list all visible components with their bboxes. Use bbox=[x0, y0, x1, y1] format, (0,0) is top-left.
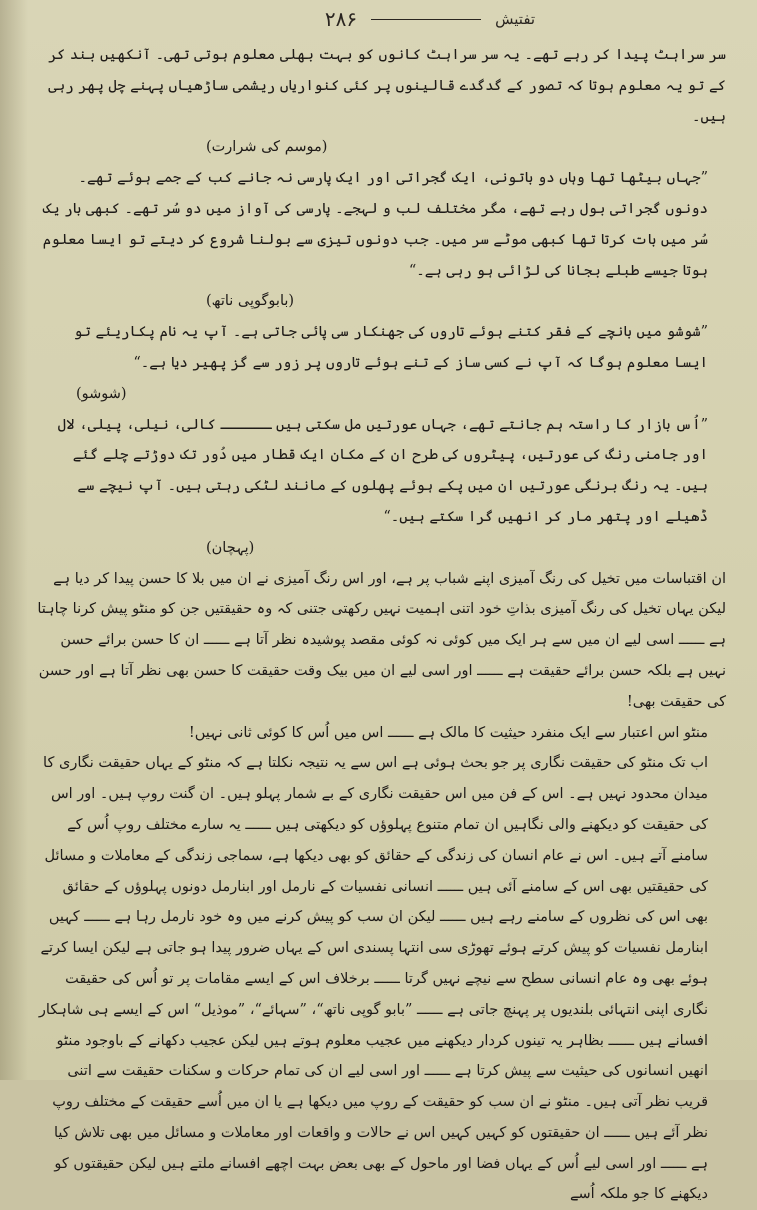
quote-paragraph-2: ”جہاں بیٹھا تھا وہاں دو باتونی، ایک گجراتی اور ایک پارسی نہ جانے کب کے جمے ہوئے تھے۔ دونوں گجراتی بول رہے تھے، مگر مختلف لب و لہجے۔ پارسی کی آواز میں دو سُر تھے۔ کبھی بار یک سُر میں بات کرتا تھا کبھی موٹے سر میں۔ جب دونوں تیزی سے بولنا شروع کر دیتے تو ایسا معلوم ہوتا جیسے طبلے بجانا کی لڑائی ہو رہی ہے۔“ bbox=[42, 170, 708, 279]
quote-source-1: (موسم کی شرارت) bbox=[206, 139, 328, 156]
body-paragraph-1: ان اقتباسات میں تخیل کی رنگ آمیزی اپنے شباب پر ہے، اور اس رنگ آمیزی نے ان میں بلا کا حسن پیدا کر دیا ہے لیکن یہاں تخیل کی رنگ آمیزی بذاتِ خود اتنی اہمیت نہیں رکھتی جتنی کہ وہ حقیقتیں جن کو منٹو پیش کرنا چاہتا ہے ــــــ اسی لیے ان میں سے ہر ایک میں کوئی نہ کوئی مقصد پوشیدہ نظر آتا ہے ــــــ ان کا حسن برائے حسن نہیں ہے بلکہ حسن برائے حقیقت ہے ــــــ اور اسی لیے ان میں بیک وقت حقیقت کا حسن بھی نظر آتا ہے اور حسن کی حقیقت بھی! bbox=[37, 570, 726, 710]
quote-paragraph-4: ”اُس بازار کا راستہ ہم جانتے تھے، جہاں عورتیں مل سکتی ہیں ــــــ کالی، نیلی، پیلی، لال اور جامنی رنگ کی عورتیں، پیٹروں کی طرح ان کے مکان ایک قطار میں دُور تک دوڑتے چلے گئے ہیں۔ یہ رنگ برنگی عورتیں ان میں پکے ہوئے پھلوں کے مانند لٹکی رہتی ہیں۔ آپ نیچے سے ڈھیلے اور پتھر مار کر انھیں گرا سکتے ہیں۔“ bbox=[57, 416, 708, 525]
page-body bbox=[36, 40, 726, 1203]
page-number: ۲۸۶ bbox=[324, 7, 358, 31]
quote-source-3: (شوشو) bbox=[76, 385, 127, 402]
body-paragraph-3: اب تک منٹو کی حقیقت نگاری پر جو بحث ہوئی ہے اس سے یہ نتیجہ نکلتا ہے کہ منٹو کے یہاں حقیقت نگاری کا میدان محدود نہیں ہے۔ اس کے فن میں اس حقیقت نگاری کے بے شمار پہلو ہیں۔ ان گنت روپ ہیں۔ اور اس کی حقیقت کو دیکھنے والی نگاہیں ان تمام متنوع پہلوؤں کو دیکھتی ہیں ــــــ یہ سارے مختلف روپ اُس کے سامنے آتے ہیں۔ اس نے عام انسان کی زندگی کے حقائق کو بھی دیکھا ہے، سماجی زندگی کے معاملات و مسائل کی حقیقتیں بھی اس کے سامنے آئی ہیں ــــــ انسانی نفسیات کے نارمل اور ابنارمل دونوں پہلوؤں کے حقائق بھی اس کی نظروں کے سامنے رہے ہیں ــــــ لیکن ان سب کو پیش کرنے میں وہ خود نارمل رہا ہے ــــــ کہیں ابنارمل نفسیات کو پیش کرتے ہوئے تھوڑی سی انتہا پسندی اس کے یہاں ضرور پیدا ہو جاتی ہے لیکن ایسا کرتے ہوئے بھی وہ عام انسانی سطح سے نیچے نہیں گرتا ــــــ برخلاف اس کے ایسے مقامات پر تو اُس کی حقیقت نگاری اپنی انتہائی بلندیوں پر پہنچ جاتی ہے ــــــ ”بابو گوپی ناتھ“، ”سہائے“، ”موذیل“ اس کے ایسے ہی شاہکار افسانے ہیں ــــــ بظاہر یہ تینوں کردار دیکھنے میں عجیب معلوم ہوتے ہیں لیکن عجیب دکھانے کے باوجود منٹو انھیں انسانوں کی حیثیت سے پیش کرتا ہے ــــــ اور اسی لیے ان کی تمام حرکات و سکنات حقیقت سے اتنی قریب نظر آتی ہیں۔ منٹو نے ان سب کو حقیقت کے روپ میں دیکھا ہے یا ان میں اُسے حقیقت کے مختلف روپ نظر آئے ہیں ــــــ ان حقیقتوں کو کہیں کہیں اس نے حالات و واقعات اور معاملات و مسائل میں بھی تلاش کیا ہے ــــــ اور اسی لیے اُس کے یہاں فضا اور ماحول کے بھی بعض بہت اچھے افسانے ملتے ہیں لیکن حقیقتوں کو دیکھنے کا جو ملکہ اُسے bbox=[38, 755, 708, 1203]
running-title: تفتیش bbox=[495, 10, 536, 28]
quote-paragraph-3: ”شوشو میں بانچے کے فقر کتنے ہوئے تاروں کی جھنکار سی پائی جاتی ہے۔ آپ یہ نام پکاریئے تو ایسا معلوم ہوگا کہ آپ نے کسی ساز کے تنے ہوئے تاروں پر زور سے گز پھیر دیا ہے۔“ bbox=[73, 324, 708, 371]
header-rule bbox=[371, 19, 481, 20]
quote-source-4: (پہچان) bbox=[206, 539, 255, 556]
body-paragraph-2: منٹو اس اعتبار سے ایک منفرد حیثیت کا مالک ہے ــــــ اس میں اُس کا کوئی ثانی نہیں! bbox=[188, 724, 708, 741]
page-header bbox=[190, 2, 670, 36]
quote-paragraph-1: سر سراہٹ پیدا کر رہے تھے۔ یہ سر سراہٹ کانوں کو بہت بھلی معلوم ہوتی تھی۔ آنکھیں بند کر کے تو یہ معلوم ہوتا کہ تصور کے گدگدے قالینوں پر کئی کنواریاں ریشمی ساڑھیاں پہنے چل پھر رہی ہیں۔ bbox=[48, 47, 726, 125]
quote-source-2: (بابوگوپی ناتھ) bbox=[206, 293, 295, 310]
